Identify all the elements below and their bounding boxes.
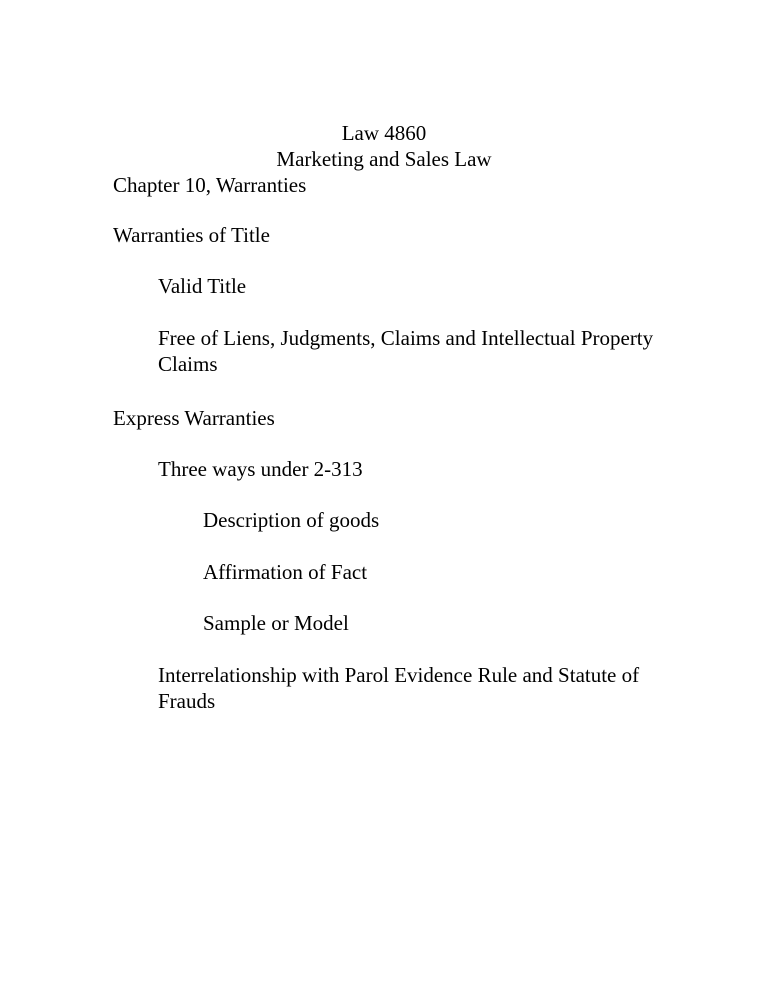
item-free-of-liens: Free of Liens, Judgments, Claims and Intellectual Property Claims [158,326,654,376]
item-valid-title: Valid Title [158,274,247,298]
section-heading-title-warranties: Warranties of Title [113,223,270,247]
course-number: Law 4860 [341,121,427,145]
chapter-heading: Chapter 10, Warranties [113,173,307,197]
section-heading-express-warranties: Express Warranties [113,406,275,430]
course-title: Marketing and Sales Law [276,147,492,171]
item-three-ways: Three ways under 2-313 [158,457,363,481]
item-interrelationship: Interrelationship with Parol Evidence Rule and Statute of Frauds [158,663,640,713]
subitem-sample-or-model: Sample or Model [203,611,349,635]
subitem-affirmation-of-fact: Affirmation of Fact [203,560,368,584]
subitem-description-of-goods: Description of goods [203,508,380,532]
